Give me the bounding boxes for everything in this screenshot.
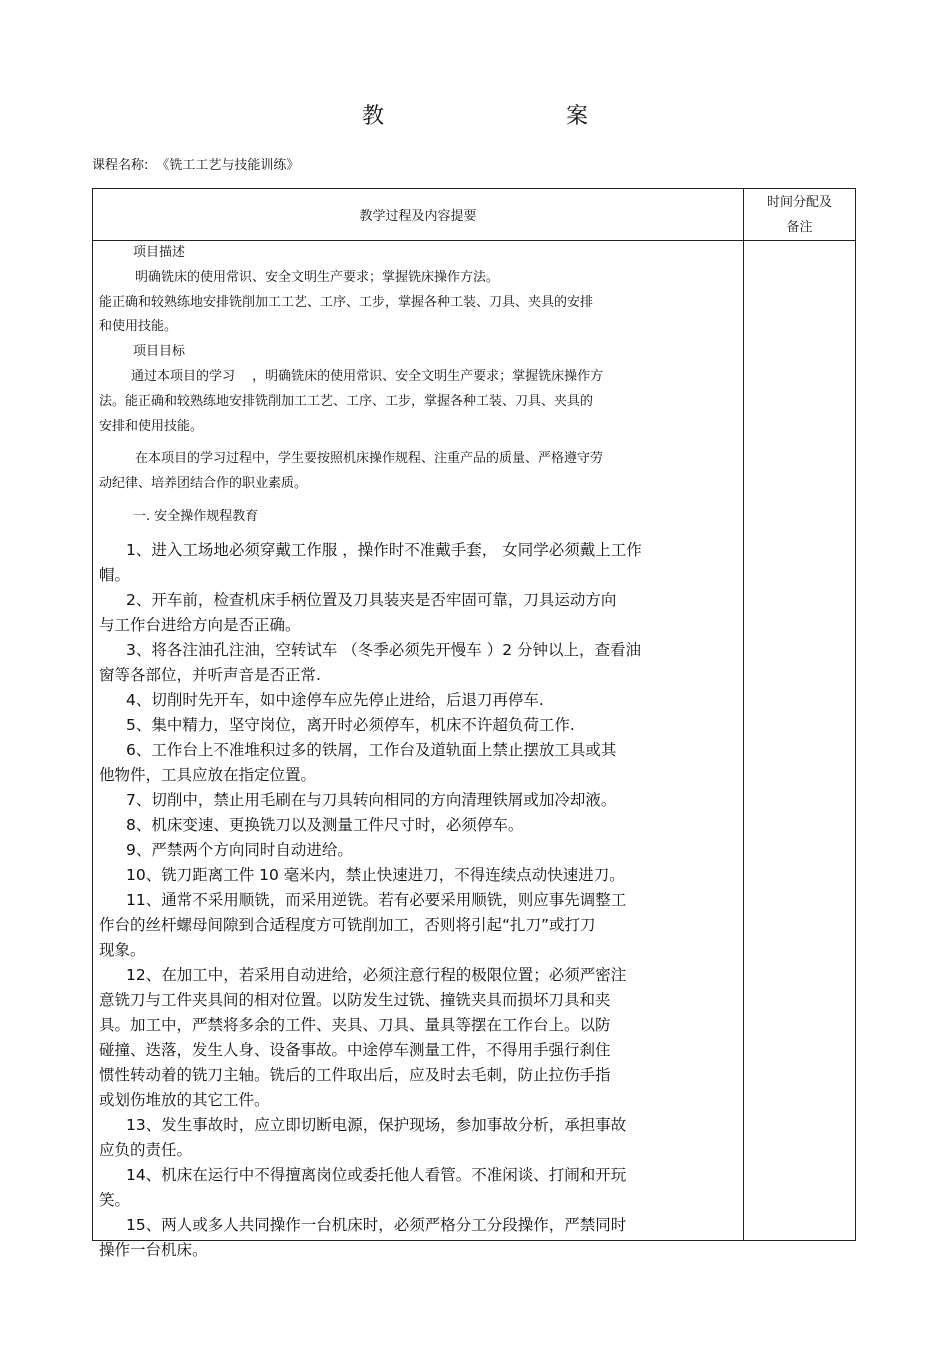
rule-line: 11、通常不采用顺铣，而采用逆铣。若有必要采用顺铣，则应事先调整工 [126,890,627,909]
rule-line: 6、工作台上不准堆积过多的铁屑，工作台及道轨面上禁止摆放工具或其 [126,740,617,759]
rule-line: 8、机床变速、更换铣刀以及测量工件尺寸时，必须停车。 [126,815,524,834]
rule-item [99,688,739,713]
rule-line: 或划伤堆放的其它工件。 [99,1090,270,1109]
page-title: 教 案 [361,104,634,129]
section-heading: 一. 安全操作规程教育 [133,508,259,524]
rule-item [99,838,739,863]
rule-item [99,963,739,1113]
goal-line: 法。能正确和较熟练地安排铣削加工工艺、工序、工步，掌握各种工装、刀具、夹具的 [99,393,594,409]
table-header-row [93,189,855,241]
course-name-line [92,156,299,176]
rule-line: 具。加工中，严禁将多余的工件、夹具、刀具、量具等摆在工作台上。以防 [99,1015,611,1034]
rule-line: 与工作台进给方向是否正确。 [99,615,301,634]
process-line: 动纪律、培养团结合作的职业素质。 [99,476,308,492]
lesson-table [92,188,856,1259]
rule-line: 15、两人或多人共同操作一台机床时，必须严格分工分段操作，严禁同时 [126,1215,627,1234]
rule-line: 意铣刀与工件夹具间的相对位置。以防发生过铣、撞铣夹具而损坏刀具和夹 [99,990,611,1009]
goal-line: 安排和使用技能。 [99,418,204,434]
desc-line: 明确铣床的使用常识、安全文明生产要求；掌握铣床操作方法。 [135,269,500,285]
header-side-line1: 时间分配及 [766,194,832,210]
rule-line: 他物件，工具应放在指定位置。 [99,765,317,784]
rule-item [99,638,739,688]
rule-item [99,788,739,813]
rule-line: 12、在加工中，若采用自动进给，必须注意行程的极限位置；必须严密注 [126,965,627,984]
rule-line: 惯性转动着的铣刀主轴。铣后的工件取出后，应及时去毛刺，防止拉伤手指 [99,1065,611,1084]
rule-item [99,1163,739,1213]
rule-line: 窗等各部位，并听声音是否正常. [99,665,321,684]
rule-line: 7、切削中，禁止用毛刷在与刀具转向相同的方向清理铁屑或加冷却液。 [126,790,617,809]
rule-line: 10、铣刀距离工件 10 毫米内，禁止快速进刀，不得连续点动快速进刀。 [126,865,625,884]
header-main-cell: 教学过程及内容提要 [359,209,477,224]
rule-line: 帽。 [99,565,131,584]
rule-item [99,888,739,963]
rule-line: 作台的丝杆螺母间隙到合适程度方可铣削加工，否则将引起“扎刀”或打刀 [99,915,596,934]
rule-item [99,588,739,638]
column-divider [743,189,744,1240]
goal-heading: 项目目标 [133,344,186,360]
rule-item [99,863,739,888]
rule-line: 现象。 [99,940,146,959]
header-side-cell [744,189,855,240]
rule-line: 4、切削时先开车，如中途停车应先停止进给，后退刀再停车. [126,690,544,709]
header-side-line2: 备注 [786,219,813,235]
rule-item [99,813,739,838]
rule-line: 应负的责任。 [99,1140,193,1159]
course-label: 课程名称: [92,158,149,173]
rule-item [99,738,739,788]
rule-line: 5、集中精力，坚守岗位，离开时必须停车，机床不许超负荷工作. [126,715,575,734]
desc-line: 能正确和较熟练地安排铣削加工工艺、工序、工步，掌握各种工装、刀具、夹具的安排 [99,294,594,310]
rule-line: 14、机床在运行中不得擅离岗位或委托他人看管。不准闲谈、打闹和开玩 [126,1165,627,1184]
rule-line: 笑。 [99,1190,131,1209]
rule-line: 13、发生事故时，应立即切断电源，保护现场，参加事故分析，承担事故 [126,1115,627,1134]
rule-line: 3、将各注油孔注油，空转试车 （冬季必须先开慢车 ）2 分钟以上，查看油 [126,640,642,659]
rule-line: 2、开车前，检查机床手柄位置及刀具装夹是否牢固可靠，刀具运动方向 [126,590,617,609]
rule-item [99,1213,739,1263]
rule-item [99,713,739,738]
rule-line: 操作一台机床。 [99,1240,208,1259]
desc-heading: 项目描述 [133,245,186,260]
rule-item [99,1113,739,1163]
rule-item [99,538,739,588]
rules-list [99,538,739,1263]
content-cell [99,241,739,1259]
rule-line: 9、严禁两个方向同时自动进给。 [126,840,353,859]
process-line: 在本项目的学习过程中，学生要按照机床操作规程、注重产品的质量、严格遵守劳 [135,451,604,467]
goal-line: 通过本项目的学习 ，明确铣床的使用常识、安全文明生产要求；掌握铣床操作方 [131,368,604,384]
rule-line: 碰撞、迭落，发生人身、设备事故。中途停车测量工件，不得用手强行刹住 [99,1040,611,1059]
desc-line: 和使用技能。 [99,319,178,335]
rule-line: 1、进入工场地必须穿戴工作服 ，操作时不准戴手套， 女同学必须戴上工作 [126,540,642,559]
course-value: 《铣工工艺与技能训练》 [156,158,300,173]
